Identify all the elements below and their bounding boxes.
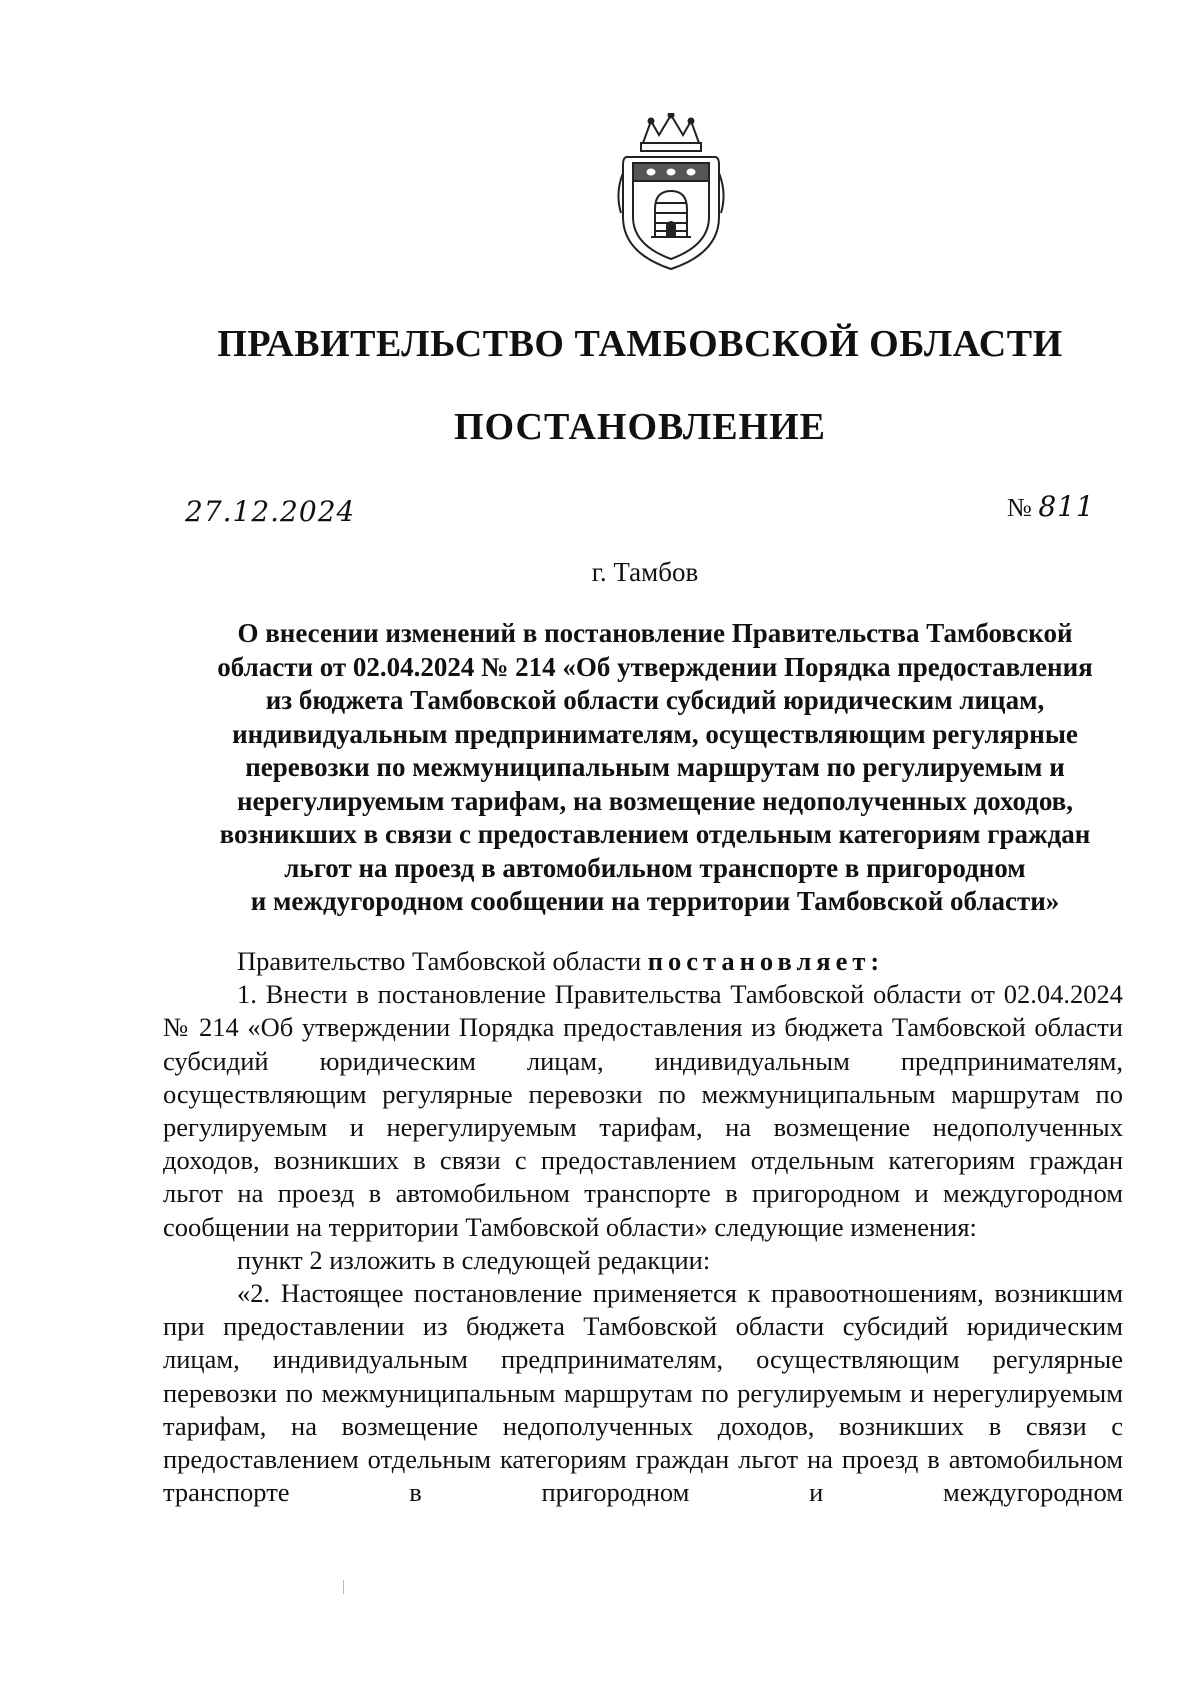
intro-text: Правительство Тамбовской области [237,946,648,976]
document-number [1007,490,1095,523]
subject-line: возникших в связи с предоставлением отдельным категориям граждан [219,819,1091,849]
city-line: г. Тамбов [591,557,699,587]
government-title: ПРАВИТЕЛЬСТВО ТАМБОВСКОЙ ОБЛАСТИ [217,323,1063,365]
subject-line: и междугородном сообщении на территории Тамбовской области» [250,886,1060,916]
subject-line: О внесении изменений в постановление Правительства Тамбовской [237,618,1073,648]
subject-line: индивидуальным предпринимателям, осуществляющим регулярные [232,718,1078,749]
decree-word: постановляет: [647,946,885,976]
subject-line: льгот на проезд в автомобильном транспорте в пригородном [284,852,1026,883]
subject-line: нерегулируемым тарифам, на возмещение недополученных доходов, [236,785,1073,816]
document-subject [180,617,1130,919]
document-date: 27.12.2024 [185,495,356,528]
document-body [163,945,1123,1509]
subject-line: перевозки по межмуниципальным маршрутам по регулируемым и [245,752,1065,782]
tambov-coat-of-arms-icon [613,113,729,273]
number-value: 811 [1038,490,1095,523]
document-type-title: ПОСТАНОВЛЕНИЕ [453,406,827,448]
item-1-paragraph: 1. Внести в постановление Правительства Тамбовской области от 02.04.2024 № 214 «Об утверждении Порядка предоставления из бюджета Тамбовской области субсидий юридическим лицам, индивидуальным предпринимателям, осуществляющим регулярные перевозки по межмуниципальным маршрутам по регулируемым и нерегулируемым тарифам, на возмещение недополученных доходов, возникших в связи с предоставлением отдельным категориям граждан льгот на проезд в автомобильном транспорте в пригородном и междугородном сообщении на территории Тамбовской области» следующие изменения: [163,979,1123,1242]
intro-paragraph [163,945,1123,978]
scan-mark [343,1580,344,1594]
subject-line: из бюджета Тамбовской области субсидий юридическим лицам, [265,685,1045,715]
item-1-subparagraph: пункт 2 изложить в следующей редакции: [237,1244,711,1275]
number-sign: № [1007,493,1032,522]
subject-line: области от 02.04.2024 № 214 «Об утверждении Порядка предоставления [217,651,1093,682]
quoted-point-2: «2. Настоящее постановление применяется к правоотношениям, возникшим при предоставлении из бюджета Тамбовской области субсидий юридическим лицам, индивидуальным предпринимателям, осуществляющим регулярные перевозки по межмуниципальным маршрутам по регулируемым и нерегулируемым тарифам, на возмещение недополученных доходов, возникших в связи с предоставлением отдельным категориям граждан льгот на проезд в автомобильном транспорте в пригородном и междугородном [163,1278,1123,1508]
